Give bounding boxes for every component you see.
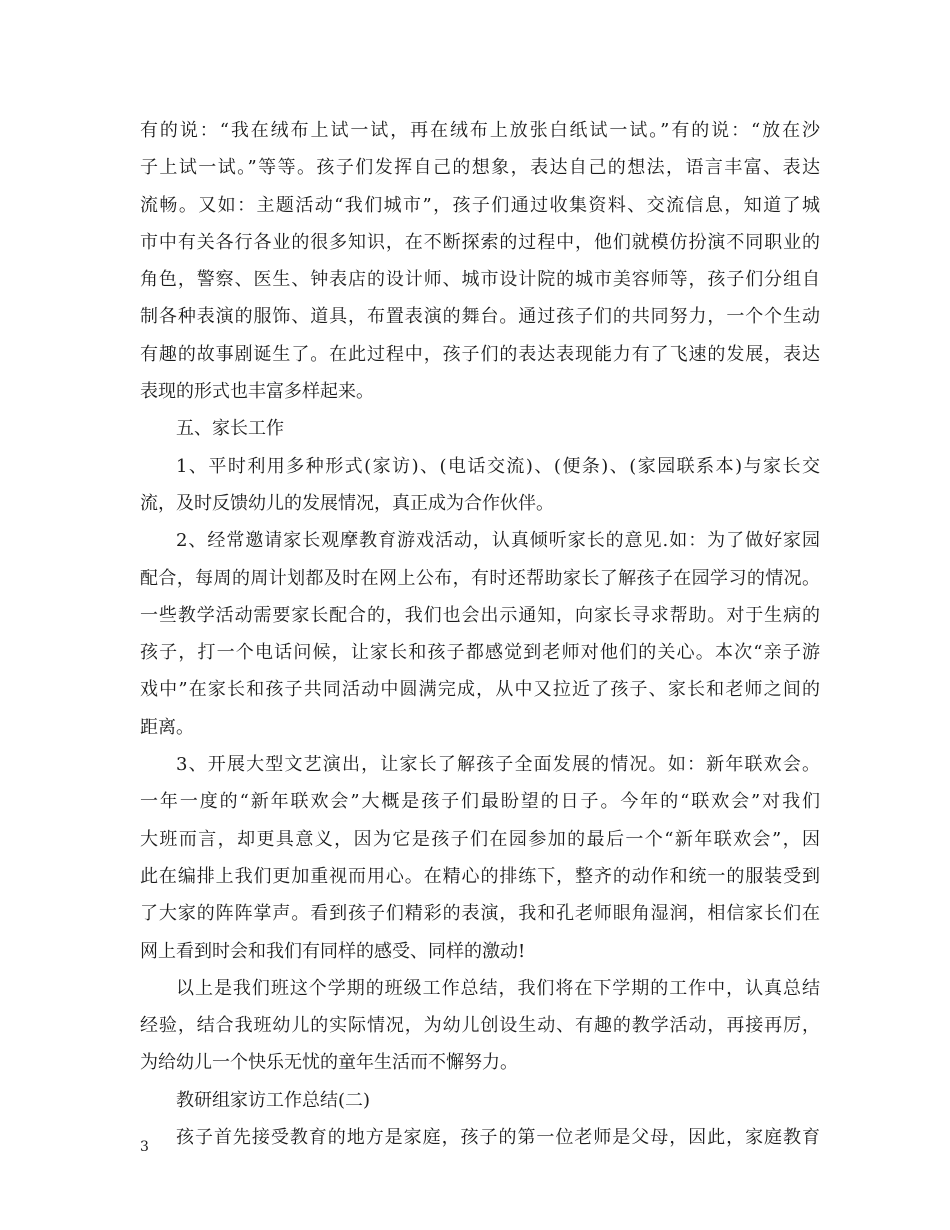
text-line: 表现的形式也丰富多样起来。 [140, 381, 374, 403]
text-line: 1、平时利用多种形式(家访)、(电话交流)、(便条)、(家园联系本)与家长交 [176, 455, 820, 477]
text-line: 戏中”在家长和孩子共同活动中圆满完成，从中又拉近了孩子、家长和老师之间的 [140, 679, 820, 701]
page-number: 3 [140, 1139, 149, 1155]
text-line: 以上是我们班这个学期的班级工作总结，我们将在下学期的工作中，认真总结 [176, 977, 820, 999]
text-line: 教研组家访工作总结(二) [176, 1089, 371, 1111]
text-line: 子上试一试。”等等。孩子们发挥自己的想象，表达自己的想法，语言丰富、表达 [140, 157, 820, 179]
text-line: 五、家长工作 [176, 418, 284, 440]
text-line: 此在编排上我们更加重视而用心。在精心的排练下，整齐的动作和统一的服装受到 [140, 865, 820, 887]
text-line: 为给幼儿一个快乐无忧的童年生活而不懈努力。 [140, 1052, 518, 1074]
text-line: 了大家的阵阵掌声。看到孩子们精彩的表演，我和孔老师眼角湿润，相信家长们在 [140, 903, 820, 925]
text-line: 距离。 [140, 716, 194, 738]
text-line: 流畅。又如：主题活动“我们城市”，孩子们通过收集资料、交流信息，知道了城 [140, 194, 820, 216]
text-line: 经验，结合我班幼儿的实际情况，为幼儿创设生动、有趣的教学活动，再接再厉， [140, 1015, 820, 1037]
text-line: 制各种表演的服饰、道具，布置表演的舞台。通过孩子们的共同努力，一个个生动 [140, 306, 820, 328]
text-line: 3、开展大型文艺演出，让家长了解孩子全面发展的情况。如：新年联欢会。 [176, 754, 820, 776]
text-line: 市中有关各行各业的很多知识，在不断探索的过程中，他们就模仿扮演不同职业的 [140, 231, 820, 253]
text-line: 一些教学活动需要家长配合的，我们也会出示通知，向家长寻求帮助。对于生病的 [140, 604, 820, 626]
body-text [140, 112, 820, 1156]
text-line: 配合，每周的周计划都及时在网上公布，有时还帮助家长了解孩子在园学习的情况。 [140, 567, 820, 589]
text-line: 流，及时反馈幼儿的发展情况，真正成为合作伙伴。 [140, 492, 554, 514]
text-line: 一年一度的“新年联欢会”大概是孩子们最盼望的日子。今年的“联欢会”对我们 [140, 791, 820, 813]
text-line: 孩子，打一个电话问候，让家长和孩子都感觉到老师对他们的关心。本次“亲子游 [140, 642, 820, 664]
text-line: 孩子首先接受教育的地方是家庭，孩子的第一位老师是父母，因此，家庭教育 [176, 1127, 820, 1149]
text-line: 大班而言，却更具意义，因为它是孩子们在园参加的最后一个“新年联欢会”，因 [140, 828, 820, 850]
text-line: 有趣的故事剧诞生了。在此过程中，孩子们的表达表现能力有了飞速的发展，表达 [140, 343, 820, 365]
text-line: 2、经常邀请家长观摩教育游戏活动，认真倾听家长的意见.如：为了做好家园 [176, 530, 820, 552]
text-line: 网上看到时会和我们有同样的感受、同样的激动! [140, 940, 526, 962]
text-line: 有的说：“我在绒布上试一试，再在绒布上放张白纸试一试。”有的说：“放在沙 [140, 120, 820, 141]
text-line: 角色，警察、医生、钟表店的设计师、城市设计院的城市美容师等，孩子们分组自 [140, 269, 820, 291]
